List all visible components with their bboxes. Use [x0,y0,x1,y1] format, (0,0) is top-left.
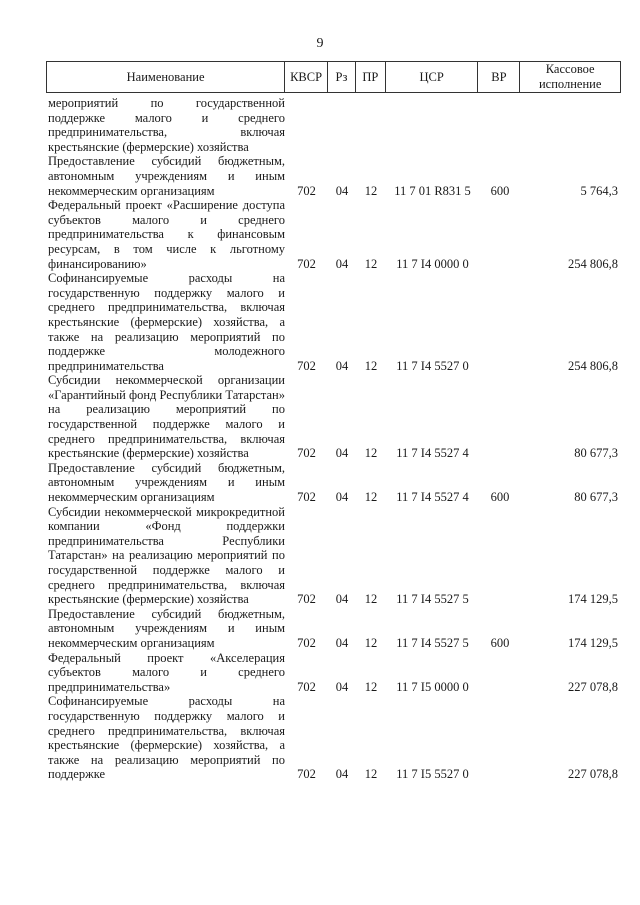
row-name: Предоставление субсидий бюджетным, автономным учреждениям и иным некоммерческим организациям [48,606,285,650]
row-vr: 600 [490,490,510,505]
row-name: Предоставление субсидий бюджетным, автономным учреждениям и иным некоммерческим организациям [48,460,285,505]
row-amount: 254 806,8 [568,256,618,271]
row-rz: 04 [335,592,349,607]
row-kvsr: 702 [297,767,316,782]
row-rz: 04 [335,635,349,650]
row-vr: 600 [490,183,510,198]
row-kvsr: 702 [297,592,316,607]
table-row [46,154,621,198]
table-body [46,96,621,782]
table-row [46,373,621,461]
row-csr: 11 7 I4 5527 5 [396,592,469,607]
row-kvsr: 702 [297,256,316,271]
header-csr: ЦСР [386,62,479,92]
row-amount: 174 129,5 [568,592,618,607]
table-row [46,198,621,271]
row-kvsr: 702 [297,635,316,650]
row-pr: 12 [364,490,378,505]
row-kvsr: 702 [297,358,316,373]
row-name: Федеральный проект «Акселерация субъектов малого и среднего предпринимательства» [48,650,285,694]
row-kvsr: 702 [297,446,316,461]
row-csr: 11 7 I4 5527 5 [396,635,469,650]
header-rz: Рз [328,62,356,92]
row-kvsr: 702 [297,183,316,198]
table-row [46,96,621,154]
row-amount: 227 078,8 [568,767,618,782]
row-csr: 11 7 I4 0000 0 [396,256,469,271]
row-name: Софинансируемые расходы на государственную поддержку малого и среднего предпринимательства, включая крестьянские (фермерские) хозяйства, а также на реализацию мероприятий по поддержке [48,694,285,782]
row-vr: 600 [490,635,510,650]
row-rz: 04 [335,446,349,461]
row-pr: 12 [364,679,378,694]
page-number: 9 [316,36,324,51]
row-rz: 04 [335,679,349,694]
header-vr: ВР [478,62,520,92]
row-name: Субсидии некоммерческой организации «Гарантийный фонд Республики Татарстан» на реализацию мероприятий по государственной поддержке малого и среднего предпринимательства, включая крестьянские (фермерские) хозяйства [48,373,285,461]
header-kvsr: КВСР [285,62,328,92]
row-pr: 12 [364,358,378,373]
row-name: Федеральный проект «Расширение доступа субъектов малого и среднего предпринимательства к финансовым ресурсам, в том числе к льготному финансированию» [48,198,285,271]
table-row [46,651,621,695]
row-csr: 11 7 I4 5527 4 [396,446,469,461]
row-name: Субсидии некоммерческой микрокредитной компании «Фонд поддержки предпринимательства Республики Татарстан» на реализацию мероприятий по государственной поддержке малого и среднего предпринимательства, включая крестьянские (фермерские) хозяйства [48,504,285,607]
row-pr: 12 [364,767,378,782]
table-row [46,505,621,607]
row-csr: 11 7 I5 5527 0 [396,767,469,782]
row-amount: 227 078,8 [568,679,618,694]
row-csr: 11 7 01 R831 5 [394,183,471,198]
table-header [46,61,621,93]
row-amount: 5 764,3 [580,183,618,198]
row-csr: 11 7 I4 5527 0 [396,358,469,373]
row-rz: 04 [335,767,349,782]
header-pr: ПР [356,62,386,92]
row-amount: 80 677,3 [574,490,618,505]
row-csr: 11 7 I4 5527 4 [396,490,469,505]
row-kvsr: 702 [297,490,316,505]
table-row [46,694,621,782]
row-rz: 04 [335,256,349,271]
row-pr: 12 [364,183,378,198]
table-row [46,461,621,505]
row-pr: 12 [364,256,378,271]
row-pr: 12 [364,635,378,650]
row-amount: 254 806,8 [568,358,618,373]
table-row [46,271,621,373]
table-row [46,607,621,651]
row-csr: 11 7 I5 0000 0 [396,679,469,694]
row-rz: 04 [335,358,349,373]
row-kvsr: 702 [297,679,316,694]
header-kassovoe: Кассовое исполнение [538,62,602,91]
row-rz: 04 [335,490,349,505]
row-pr: 12 [364,592,378,607]
row-name: мероприятий по государственной поддержке малого и среднего предпринимательства, включая крестьянские (фермерские) хозяйства [48,96,285,154]
header-name: Наименование [47,62,285,92]
row-name: Софинансируемые расходы на государственную поддержку малого и среднего предпринимательства, включая крестьянские (фермерские) хозяйства, а также на реализацию мероприятий по поддержке молодежного предпринимательства [48,271,285,373]
row-name: Предоставление субсидий бюджетным, автономным учреждениям и иным некоммерческим организациям [48,154,285,198]
row-rz: 04 [335,183,349,198]
row-amount: 174 129,5 [568,635,618,650]
row-amount: 80 677,3 [574,446,618,461]
row-pr: 12 [364,446,378,461]
